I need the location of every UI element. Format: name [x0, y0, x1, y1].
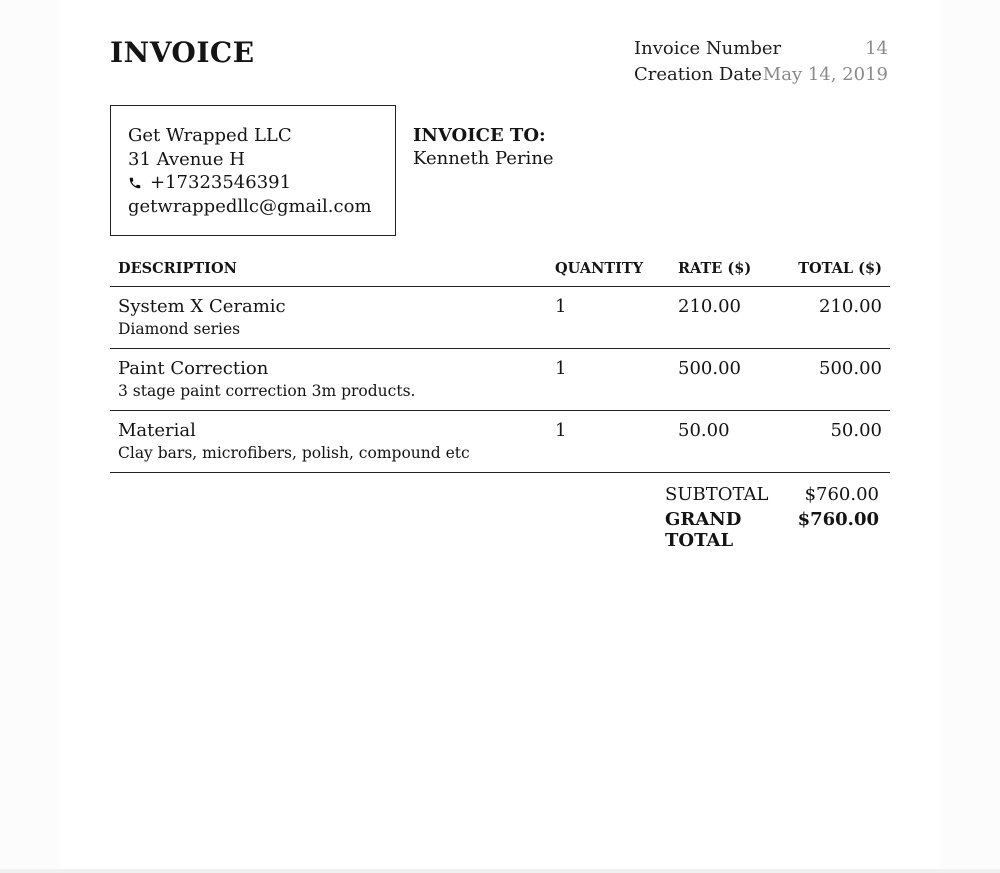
creation-date-label: Creation Date: [634, 64, 762, 85]
recipient-name: Kenneth Perine: [413, 148, 554, 169]
grand-total-label: GRAND TOTAL: [665, 509, 742, 551]
table-row: [110, 287, 890, 349]
item-name: Material: [118, 420, 196, 441]
sender-email: getwrappedllc@gmail.com: [128, 195, 372, 217]
invoice-number-row: [634, 38, 888, 64]
page-margin-left: [0, 0, 60, 873]
subtotal-row: [665, 484, 879, 509]
invoice-meta: [634, 38, 888, 90]
table-row: [110, 411, 890, 473]
page-margin-right: [940, 0, 1000, 873]
page-bottom-edge: [0, 869, 1000, 873]
recipient-heading: INVOICE TO:: [413, 125, 546, 146]
phone-icon: [128, 176, 142, 190]
item-quantity: 1: [555, 420, 567, 441]
sender-phone: +17323546391: [150, 172, 292, 193]
header-total: TOTAL ($): [798, 260, 882, 277]
creation-date-value: May 14, 2019: [762, 64, 888, 85]
item-name: Paint Correction: [118, 358, 269, 379]
grand-total-value: $760.00: [797, 509, 879, 530]
item-total: 210.00: [819, 296, 882, 317]
header-rate: RATE ($): [678, 260, 752, 277]
invoice-number-value: 14: [865, 38, 888, 59]
sender-address: 31 Avenue H: [128, 148, 245, 170]
item-rate: 50.00: [678, 420, 730, 441]
item-rate: 210.00: [678, 296, 741, 317]
sender-info-box: [110, 105, 396, 236]
totals-block: [665, 484, 879, 551]
item-description: 3 stage paint correction 3m products.: [118, 382, 416, 400]
item-total: 50.00: [830, 420, 882, 441]
recipient-block: [413, 124, 554, 170]
sender-company: Get Wrapped LLC: [128, 125, 292, 146]
line-items-table: [110, 255, 890, 473]
subtotal-value: $760.00: [804, 484, 879, 505]
item-name: System X Ceramic: [118, 296, 286, 317]
item-description: Clay bars, microfibers, polish, compound etc: [118, 444, 470, 462]
item-quantity: 1: [555, 358, 567, 379]
creation-date-row: [634, 64, 888, 90]
grand-total-row: [665, 509, 879, 551]
header-description: DESCRIPTION: [118, 260, 237, 277]
item-quantity: 1: [555, 296, 567, 317]
subtotal-label: SUBTOTAL: [665, 484, 769, 505]
sender-phone-line: [128, 171, 378, 195]
item-description: Diamond series: [118, 320, 241, 338]
invoice-number-label: Invoice Number: [634, 38, 782, 59]
invoice-title: INVOICE: [110, 36, 255, 69]
item-total: 500.00: [819, 358, 882, 379]
header-quantity: QUANTITY: [555, 260, 644, 277]
table-header: [110, 255, 890, 287]
item-rate: 500.00: [678, 358, 741, 379]
table-row: [110, 349, 890, 411]
